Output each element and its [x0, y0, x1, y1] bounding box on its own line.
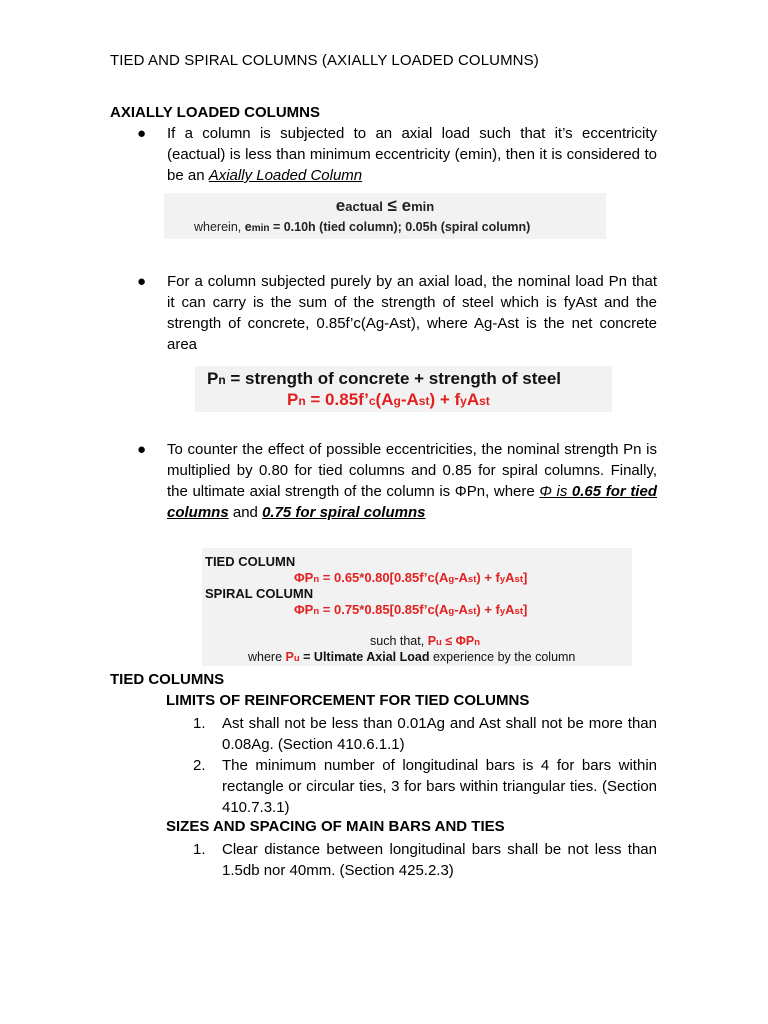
list-limits [193, 713, 657, 818]
formula-symbol: P [285, 650, 294, 664]
formula-text: ) + f [476, 570, 500, 585]
list-item [193, 839, 657, 881]
formula-text: ) + f [429, 390, 461, 409]
formula-pn [195, 366, 612, 412]
formula-text: = 0.75*0.85[0.85f’c(A [319, 602, 449, 617]
emphasis-axially-loaded-column: Axially Loaded Column [208, 167, 363, 184]
spiral-column-equation [294, 602, 527, 617]
list-text: Clear distance between longitudinal bars shall be not less than 1.5db nor 40mm. (Section 425.2.3) [222, 841, 657, 879]
formula-wherein-line [194, 220, 530, 234]
formula-subscript: actual [345, 199, 383, 214]
formula-subscript: n [474, 637, 481, 648]
tied-column-label: TIED COLUMN [205, 554, 296, 569]
formula-subscript: y [499, 606, 506, 617]
formula-text: = 0.65*0.80[0.85f’c(A [319, 570, 449, 585]
bullet-text-body: To counter the effect of possible eccentricities, the nominal strength Pn is multiplied by 0.80 for tied columns and 0.85 for spiral columns. Finally, the ultimate axial strength of the column is ΦPn, where [167, 441, 657, 500]
bullet-item-1 [137, 123, 657, 186]
formula-subscript: st [514, 574, 523, 585]
bullet-text: For a column subjected purely by an axial load, the nominal load Pn that it can carry is the sum of the strength of steel which is fyAst and the strength of concrete, 0.85f’c(Ag-Ast), where Ag-Ast is the net concrete area [167, 273, 657, 353]
formula-subscript: u [293, 653, 300, 664]
formula-text: A [505, 570, 515, 585]
formula-subscript: st [479, 394, 490, 408]
formula-ultimate-strength [202, 548, 632, 666]
formula-symbol: P [207, 369, 219, 388]
formula-text: ] [523, 570, 528, 585]
formula-subscript: n [313, 606, 320, 617]
formula-subscript: st [467, 606, 477, 617]
list-text: The minimum number of longitudinal bars is 4 for bars within rectangle or circular ties, 3 for bars within triangular ties. (Section 410.7.3.1) [222, 757, 657, 816]
formula-subscript: n [298, 394, 306, 408]
formula-text: experience by the column [429, 650, 576, 664]
formula-subscript: n [218, 373, 226, 387]
formula-text: = strength of concrete + strength of steel [225, 369, 562, 388]
bullet-text [167, 439, 657, 523]
bullet-text-body: If a column is subjected to an axial load such that it’s eccentricity (eactual) is less than minimum eccentricity (emin), then it is considered to be an [167, 125, 657, 184]
formula-subscript: n [313, 574, 320, 585]
where-pu-line [248, 650, 575, 664]
bullet-item-2 [137, 271, 657, 355]
list-item [193, 713, 657, 755]
emphasis-phi: Φ is [539, 483, 572, 500]
formula-text: ] [523, 602, 528, 617]
such-that-line [370, 634, 480, 648]
list-number: 2. [193, 757, 206, 774]
formula-text: A [466, 390, 480, 409]
formula-text: -A [454, 602, 468, 617]
formula-text: ΦP [294, 602, 314, 617]
formula-text: = 0.85f’ [305, 390, 369, 409]
formula-subscript: st [514, 606, 523, 617]
list-text: Ast shall not be less than 0.01Ag and Ast shall not be more than 0.08Ag. (Section 410.6.1.1) [222, 715, 657, 753]
formula-subscript: g [393, 394, 401, 408]
emphasis-spiral-value: 0.75 for spiral columns [262, 504, 426, 521]
formula-symbol: P [427, 634, 437, 648]
formula-symbol: P [287, 390, 299, 409]
list-number: 1. [193, 715, 206, 732]
formula-text: = Ultimate Axial Load [299, 650, 430, 664]
bullet-text [167, 123, 657, 186]
formula-subscript: st [418, 394, 430, 408]
list-sizes [193, 839, 657, 881]
formula-text: -A [400, 390, 419, 409]
formula-text: A [505, 602, 515, 617]
page-title: TIED AND SPIRAL COLUMNS (AXIALLY LOADED COLUMNS) [110, 52, 539, 69]
formula-symbol: e [335, 196, 346, 215]
formula-text: (A [375, 390, 394, 409]
formula-text: ≤ ΦP [441, 634, 475, 648]
formula-subscript: g [448, 574, 455, 585]
formula-operator: ≤ [382, 196, 402, 215]
heading-sizes-spacing: SIZES AND SPACING OF MAIN BARS AND TIES [166, 818, 505, 835]
formula-subscript: min [411, 199, 435, 214]
bullet-dot: ● [137, 273, 147, 290]
formula-symbol: e [244, 220, 252, 234]
formula-pn-words [207, 369, 561, 389]
formula-emin [164, 193, 606, 239]
list-item [193, 755, 657, 818]
heading-tied-columns: TIED COLUMNS [110, 671, 225, 688]
formula-subscript: u [436, 637, 442, 648]
formula-text: ) + f [476, 602, 500, 617]
formula-subscript: min [251, 223, 270, 234]
formula-subscript: st [467, 574, 477, 585]
heading-limits-reinforcement: LIMITS OF REINFORCEMENT FOR TIED COLUMNS [166, 692, 530, 709]
formula-subscript: c [368, 394, 376, 408]
list-number: 1. [193, 841, 206, 858]
bullet-dot: ● [137, 125, 147, 142]
bullet-text-and: and [228, 504, 263, 521]
emphasis-tied-value: 0.65 for tied columns [167, 483, 657, 521]
formula-text: -A [454, 570, 468, 585]
formula-subscript: y [460, 394, 467, 408]
tied-column-equation [294, 570, 527, 585]
spiral-column-label: SPIRAL COLUMN [205, 586, 314, 601]
formula-text: such that, [370, 634, 428, 648]
formula-text: ΦP [294, 570, 314, 585]
formula-subscript: g [448, 606, 455, 617]
heading-axially-loaded: AXIALLY LOADED COLUMNS [110, 104, 321, 121]
bullet-dot: ● [137, 441, 147, 458]
formula-pn-equation [287, 390, 490, 410]
formula-text: wherein, [194, 220, 245, 234]
formula-text: where [248, 650, 286, 664]
formula-symbol: e [401, 196, 412, 215]
formula-eactual-line [164, 196, 606, 216]
bullet-item-3 [137, 439, 657, 523]
formula-subscript: y [499, 574, 506, 585]
formula-text: = 0.10h (tied column); 0.05h (spiral column) [269, 220, 531, 234]
